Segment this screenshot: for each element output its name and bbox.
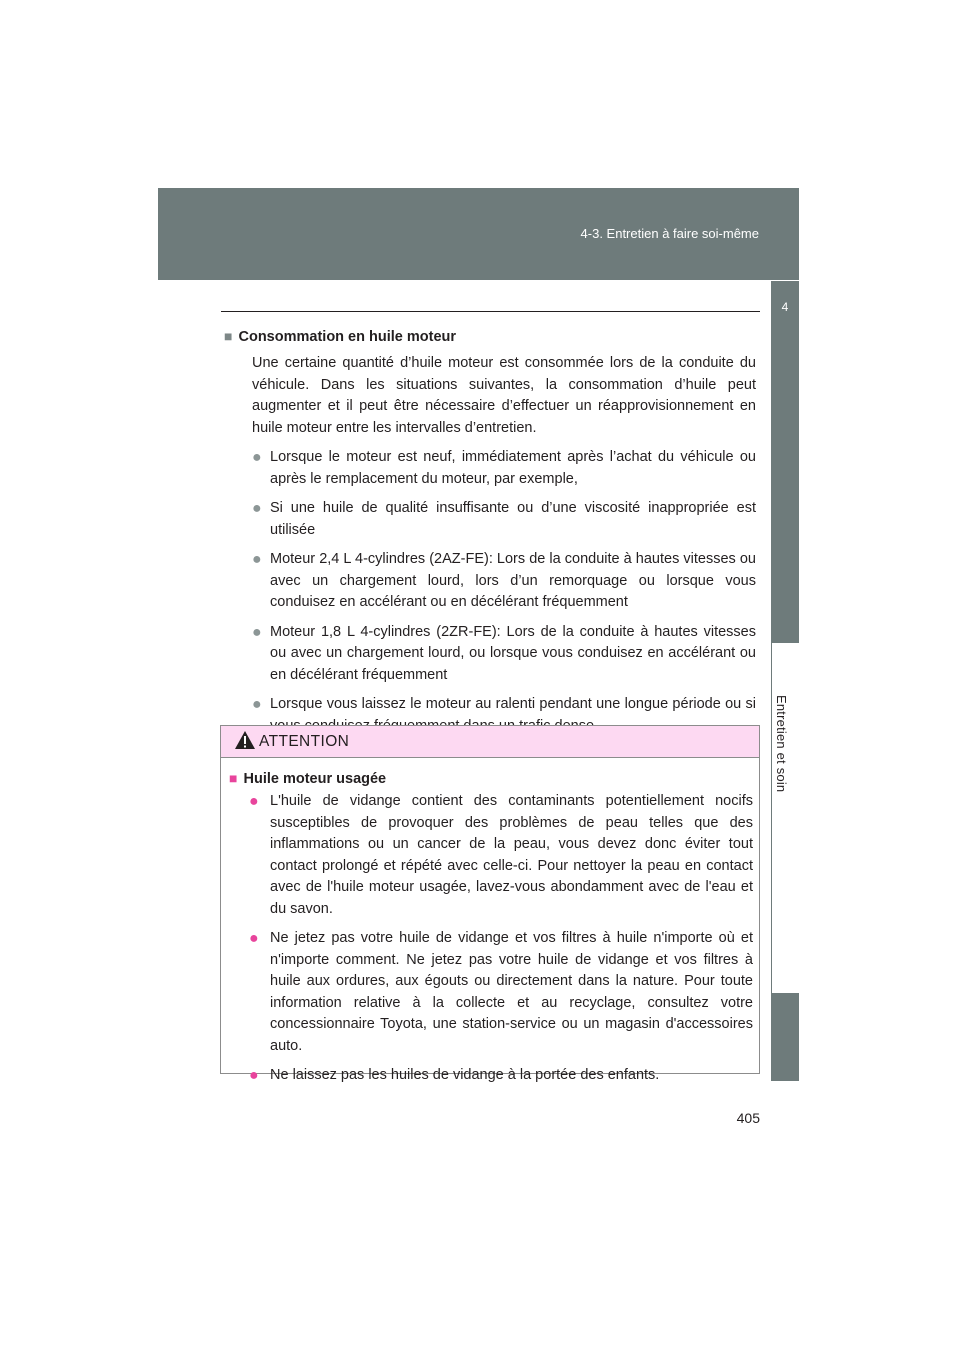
chapter-side-tab (771, 281, 799, 1081)
list-item (252, 549, 756, 614)
list-item-text: Moteur 1,8 L 4-cylindres (2ZR-FE): Lors de la conduite à hautes vitesses ou avec un chargement lourd, ou lorsque vous conduisez en accélérant ou en décélérant fréquemment (270, 623, 756, 683)
bullet-dot-icon: ● (249, 1067, 259, 1084)
list-item (252, 447, 756, 490)
attention-box (220, 725, 760, 1084)
attention-body (221, 758, 759, 1087)
list-item-text: Ne laissez pas les huiles de vidange à la portée des enfants. (270, 1067, 660, 1083)
section-heading (224, 328, 756, 345)
list-item (252, 498, 756, 541)
bullet-dot-icon: ● (252, 696, 262, 713)
list-item (251, 791, 753, 920)
intro-paragraph: Une certaine quantité d’huile moteur est consommée lors de la conduite du véhicule. Dans les situations suivantes, la consommation d’huile peut augmenter et il peut être nécessaire d’effectuer un réapprovisionnement en huile moteur entre les intervalles d’entretien. (252, 355, 756, 436)
bullet-dot-icon: ● (249, 930, 259, 947)
attention-section-heading-text: Huile moteur usagée (243, 771, 387, 787)
main-content (224, 328, 756, 745)
list-item-text: Si une huile de qualité insuffisante ou d’une viscosité inappropriée est utilisée (270, 500, 756, 538)
attention-heading: ATTENTION (259, 733, 350, 750)
chapter-label-box (771, 643, 799, 993)
list-item-text: L'huile de vidange contient des contaminants potentiellement nocifs susceptibles de provoquer des problèmes de peau telles que des inflammations ou un cancer de la peau, vous devez donc éviter tout contact prolongé et répété avec celle-ci. Pour nettoyer la peau en contact avec de l'huile moteur usagée, lavez-vous abondamment avec de l'eau et du savon. (270, 793, 753, 917)
chapter-number: 4 (781, 300, 789, 314)
section-heading-text: Consommation en huile moteur (238, 329, 457, 345)
square-bullet-icon: ■ (229, 770, 238, 786)
list-item (251, 1065, 753, 1087)
chapter-label: Entretien et soin (774, 695, 789, 793)
header-band (158, 188, 799, 280)
list-item-text: Moteur 2,4 L 4-cylindres (2AZ-FE): Lors de la conduite à hautes vitesses ou avec un chargement lourd, lors d’un remorquage ou lorsque vous conduisez en accélérant ou en décélérant fréquemment (270, 551, 756, 610)
top-rule (221, 311, 760, 312)
list-item-text: Ne jetez pas votre huile de vidange et vos filtres à huile n'importe où et n'importe comment. Ne jetez pas votre huile de vidange et vos filtres à huile aux ordures, aux égouts ou directement dans la nature. Pour toute information relative à la collecte et au recyclage, consultez votre concessionnaire Toyota, une station-service ou un magasin d'accessoires auto. (270, 930, 753, 1054)
section-title-header: 4-3. Entretien à faire soi-même (580, 226, 759, 241)
bullet-dot-icon: ● (249, 793, 259, 810)
bullet-dot-icon: ● (252, 623, 262, 641)
bullet-dot-icon: ● (252, 500, 262, 517)
square-bullet-icon: ■ (224, 328, 233, 344)
attention-section-heading (229, 770, 753, 787)
list-item (251, 928, 753, 1057)
attention-header (221, 726, 759, 758)
list-item-text: Lorsque le moteur est neuf, immédiatement après l’achat du véhicule ou après le remplacement du moteur, par exemple, (270, 449, 756, 487)
page-number: 405 (736, 1110, 760, 1126)
bullet-dot-icon: ● (252, 551, 262, 568)
warning-triangle-icon (234, 730, 256, 750)
list-item-text: Lorsque vous laissez le moteur au ralenti pendant une longue période ou si (270, 696, 756, 712)
list-item (252, 622, 756, 687)
bullet-dot-icon: ● (252, 449, 262, 466)
